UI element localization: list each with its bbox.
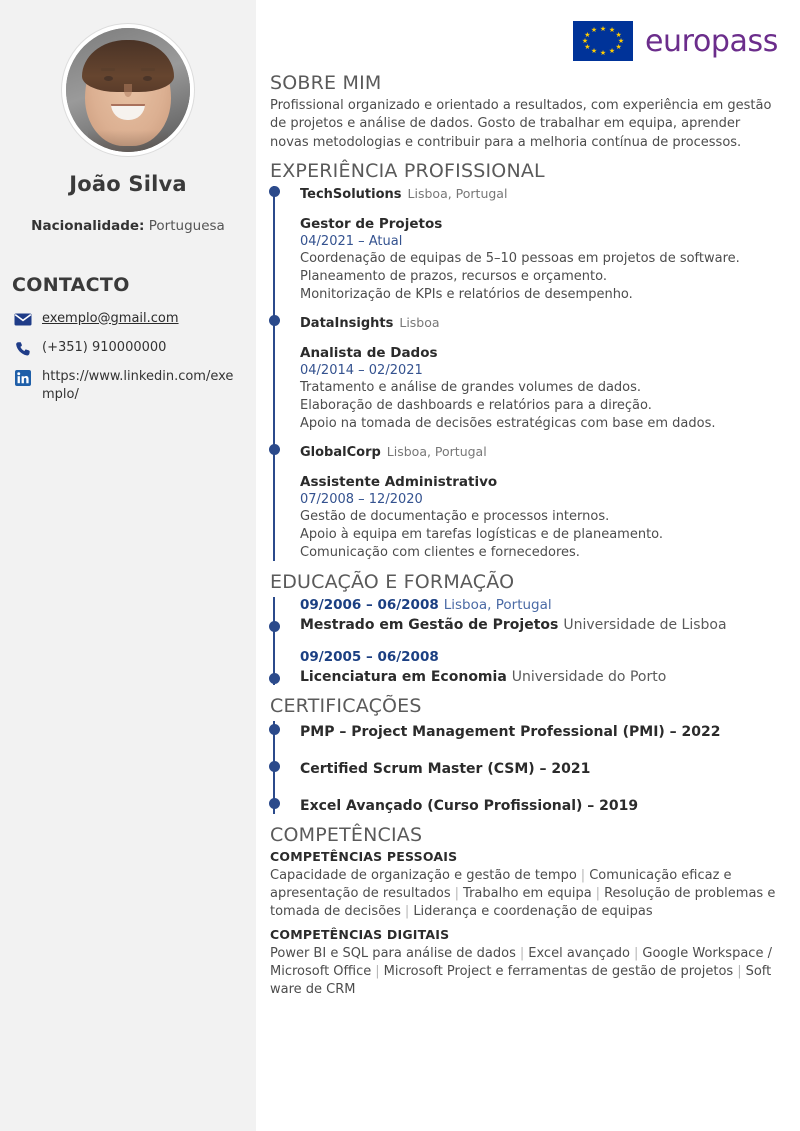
skill-separator: | <box>519 946 525 962</box>
certification-item <box>300 721 786 740</box>
photo-chin-shadow <box>88 130 168 152</box>
skill-personal-item: Trabalho em equipa <box>463 886 592 902</box>
experience-dates: 04/2014 – 02/2021 <box>300 363 423 379</box>
experience-role: Gestor de Projetos <box>300 216 443 233</box>
education-dates-line <box>300 649 786 665</box>
experience-bullet: Elaboração de dashboards e relatórios para a direção. <box>300 398 652 414</box>
skill-separator: | <box>454 886 460 902</box>
skill-separator: | <box>404 904 410 920</box>
education-dates: 09/2006 – 06/2008 <box>300 597 439 614</box>
certification-text: PMP – Project Management Professional (PMI) – 2022 <box>300 724 721 741</box>
skill-separator: | <box>580 868 586 884</box>
eu-star-icon: ★ <box>599 24 607 33</box>
contact-item-phone[interactable] <box>12 339 246 358</box>
photo-eye-left <box>104 76 113 81</box>
skill-separator: | <box>595 886 601 902</box>
about-text: Profissional organizado e orientado a resultados, com experiência em gestão de projetos e análise de dados. Gosto de trabalhar em equipa, aprender novas metodologias e contribuir para a melhoria contínua de processos. <box>270 98 772 150</box>
skill-digital-item: Microsoft Project e ferramentas de gestão de projetos <box>383 964 734 980</box>
eu-star-icon: ★ <box>584 30 591 39</box>
page-title: João Silva <box>69 172 187 196</box>
sidebar <box>0 0 256 1131</box>
experience-dates: 07/2008 – 12/2020 <box>300 492 423 508</box>
contact-item-linkedin[interactable] <box>12 368 246 406</box>
eu-star-icon: ★ <box>608 26 616 35</box>
eu-star-icon: ★ <box>584 42 591 51</box>
avatar <box>62 24 194 156</box>
experience-organisation: TechSolutions <box>300 187 402 203</box>
experience-role: Assistente Administrativo <box>300 474 498 491</box>
timeline-dot <box>269 724 280 735</box>
skill-digital-item: Excel avançado <box>528 946 631 962</box>
timeline-dot <box>269 761 280 772</box>
europass-logo <box>270 18 778 64</box>
experience-bullet: Tratamento e análise de grandes volumes de dados. <box>300 380 642 396</box>
section-title-certifications: CERTIFICAÇÕES <box>270 695 422 718</box>
timeline-dot <box>269 621 280 632</box>
main-content <box>270 0 786 1005</box>
skills-personal-list <box>270 867 782 921</box>
photo-eye-right <box>143 76 152 81</box>
section-title-experience: EXPERIÊNCIA PROFISSIONAL <box>270 160 545 183</box>
phone-icon <box>12 340 34 358</box>
education-institution: Universidade de Lisboa <box>563 617 727 634</box>
education-degree: Mestrado em Gestão de Projetos <box>300 617 559 634</box>
education-degree-line <box>300 669 786 685</box>
nationality-value: Portuguesa <box>148 218 225 234</box>
experience-organisation-line <box>300 444 786 460</box>
experience-bullet: Planeamento de prazos, recursos e orçamento. <box>300 269 607 285</box>
experience-location: Lisboa, Portugal <box>386 444 487 460</box>
eu-star-icon: ★ <box>590 46 598 55</box>
skill-digital-item: Soft ware de CRM <box>270 964 772 998</box>
skill-personal-item: Resolução de problemas e tomada de decisões <box>270 886 776 920</box>
timeline-dot <box>269 444 280 455</box>
skill-digital-item: Google Workspace / Microsoft Office <box>270 946 772 980</box>
education-degree-line <box>300 617 786 633</box>
certifications-timeline <box>270 721 786 814</box>
experience-bullet: Monitorização de KPIs e relatórios de desempenho. <box>300 286 633 302</box>
contact-section-title: CONTACTO <box>12 273 130 296</box>
section-title-education: EDUCAÇÃO E FORMAÇÃO <box>270 571 515 594</box>
certification-item <box>300 758 786 777</box>
eu-star-icon: ★ <box>615 42 622 51</box>
eu-star-icon: ★ <box>581 36 589 45</box>
timeline-dot <box>269 315 280 326</box>
skills-personal-title: COMPETÊNCIAS PESSOAIS <box>270 849 458 865</box>
education-degree: Licenciatura em Economia <box>300 669 507 686</box>
eu-flag-icon <box>573 21 633 61</box>
envelope-icon <box>12 311 34 329</box>
contact-list <box>0 310 256 406</box>
skill-personal-item: Liderança e coordenação de equipas <box>413 904 653 920</box>
section-title-skills: COMPETÊNCIAS <box>270 824 423 847</box>
europass-wordmark: europass <box>645 23 778 59</box>
timeline-dot <box>269 186 280 197</box>
experience-bullet: Comunicação com clientes e fornecedores. <box>300 544 580 560</box>
eu-star-icon: ★ <box>590 26 598 35</box>
skill-separator: | <box>737 964 742 980</box>
skills-digital-title: COMPETÊNCIAS DIGITAIS <box>270 927 450 943</box>
experience-organisation: GlobalCorp <box>300 445 381 461</box>
education-dates: 09/2005 – 06/2008 <box>300 649 439 666</box>
contact-email-text[interactable]: exemplo@gmail.com <box>42 310 179 326</box>
experience-bullet: Coordenação de equipas de 5–10 pessoas em projetos de software. <box>300 251 740 267</box>
education-item <box>300 597 786 633</box>
photo-brow-right <box>141 68 155 71</box>
skills-block <box>270 849 786 999</box>
timeline-dot <box>269 798 280 809</box>
certification-item <box>300 795 786 814</box>
eu-star-icon: ★ <box>599 48 607 57</box>
skill-personal-item: Comunicação eficaz e apresentação de resultados <box>270 868 732 902</box>
eu-star-icon: ★ <box>615 30 622 39</box>
eu-star-icon: ★ <box>617 36 625 45</box>
experience-location: Lisboa <box>399 315 440 331</box>
contact-linkedin-text[interactable]: https://www.linkedin.com/exemplo/ <box>42 368 234 403</box>
education-item <box>300 649 786 685</box>
experience-item <box>300 444 786 561</box>
experience-bullet: Apoio à equipa em tarefas logísticas e de planeamento. <box>300 527 664 543</box>
certification-text: Certified Scrum Master (CSM) – 2021 <box>300 761 591 778</box>
section-title-about: SOBRE MIM <box>270 72 382 94</box>
experience-bullet: Apoio na tomada de decisões estratégicas com base em dados. <box>300 415 716 431</box>
experience-organisation: DataInsights <box>300 316 394 332</box>
eu-star-icon: ★ <box>608 46 616 55</box>
linkedin-icon <box>12 369 34 387</box>
experience-location: Lisboa, Portugal <box>407 186 508 202</box>
experience-item <box>300 186 786 303</box>
nationality-line <box>14 218 242 236</box>
experience-item <box>300 315 786 432</box>
experience-bullet: Gestão de documentação e processos internos. <box>300 509 610 525</box>
education-location: Lisboa, Portugal <box>443 597 552 614</box>
skill-digital-item: Power BI e SQL para análise de dados <box>270 946 516 962</box>
skills-digital-list <box>270 945 782 999</box>
experience-dates: 04/2021 – Atual <box>300 234 403 250</box>
education-institution: Universidade do Porto <box>511 669 667 686</box>
skill-personal-item: Capacidade de organização e gestão de tempo <box>270 868 577 884</box>
experience-organisation-line <box>300 186 786 202</box>
certification-text: Excel Avançado (Curso Profissional) – 2019 <box>300 798 639 815</box>
timeline-dot <box>269 673 280 684</box>
profile-photo <box>66 28 190 152</box>
skill-separator: | <box>375 964 380 980</box>
education-timeline <box>270 597 786 685</box>
nationality-label: Nacionalidade: <box>31 218 145 234</box>
photo-nose <box>124 84 132 97</box>
experience-timeline <box>270 186 786 561</box>
photo-brow-left <box>101 68 115 71</box>
experience-organisation-line <box>300 315 786 331</box>
education-dates-line <box>300 597 786 613</box>
contact-item-email[interactable] <box>12 310 246 329</box>
experience-role: Analista de Dados <box>300 345 438 362</box>
contact-phone-text: (+351) 910000000 <box>42 339 167 355</box>
skill-separator: | <box>634 946 639 962</box>
